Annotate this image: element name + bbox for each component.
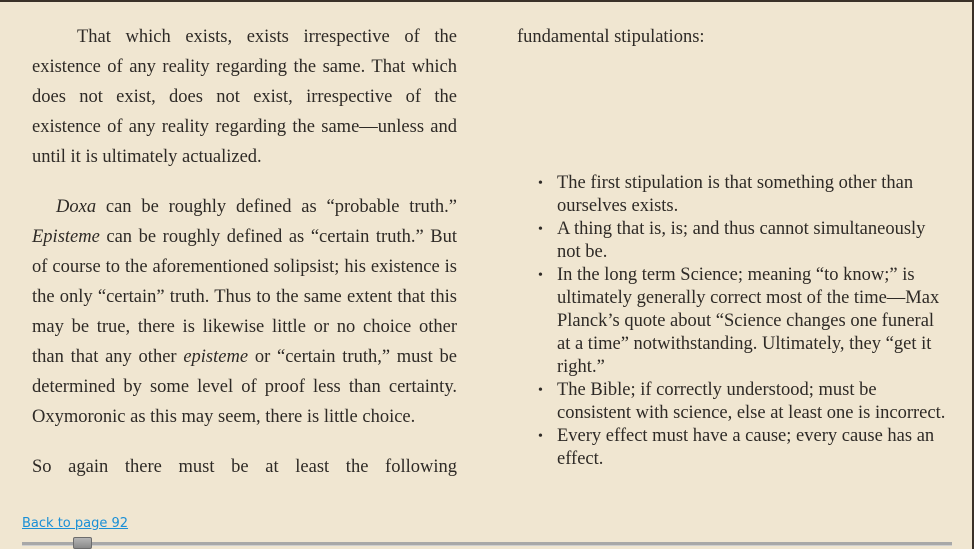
list-item <box>538 264 949 379</box>
left-column <box>32 22 457 482</box>
paragraph-1: That which exists, exists irrespective of the existence of any reality regarding the same. That which does not exist, does not exist, irrespective of the existence of any reality regarding the same—unless and until it is ultimately actualized. <box>32 27 457 167</box>
bullet-icon: • <box>538 222 543 237</box>
list-item-text: Every effect must have a cause; every cause has an effect. <box>557 426 935 469</box>
back-to-page-link[interactable]: Back to page 92 <box>22 516 129 531</box>
stipulations-lead: fundamental stipulations: <box>517 27 705 47</box>
episteme-term: Episteme <box>32 227 100 247</box>
list-item-text: The first stipulation is that something other than ourselves exists. <box>557 173 914 216</box>
list-item-text: In the long term Science; meaning “to know;” is ultimately generally correct most of the time—Max Planck’s quote about “Science changes one funeral at a time” notwithstanding. Ultimately, they “get it right.” <box>557 265 940 377</box>
episteme-term-2: episteme <box>183 347 249 367</box>
list-item <box>538 218 949 264</box>
list-item <box>538 425 949 471</box>
doxa-term: Doxa <box>56 197 97 217</box>
slider-thumb[interactable] <box>73 537 92 549</box>
right-column <box>517 22 947 469</box>
bullet-icon: • <box>538 268 543 283</box>
list-item <box>538 172 949 218</box>
list-item-text: A thing that is, is; and thus cannot simultaneously not be. <box>557 219 926 262</box>
doxa-definition: can be roughly defined as “probable truth.” <box>96 197 457 217</box>
bullet-icon: • <box>538 383 543 398</box>
list-item <box>538 379 949 425</box>
list-item-text: The Bible; if correctly understood; must be consistent with science, else at least one is incorrect. <box>557 380 946 423</box>
stipulations-list <box>538 172 949 471</box>
bullet-icon: • <box>538 429 543 444</box>
page-progress-slider[interactable] <box>22 542 952 546</box>
episteme-definition: can be roughly defined as “certain truth.” But of course to the aforementioned solipsist; his existence is the only “certain” truth. Thus to the same extent that this may be true, there is likewise little or no choice other than that any other <box>32 227 457 367</box>
paragraph-3: So again there must be at least the following <box>32 457 457 477</box>
paragraph-2 <box>32 192 457 432</box>
bullet-icon: • <box>538 176 543 191</box>
paragraph-2-tail: or “certain truth,” must be determined by some level of proof less than certainty. Oxymoronic as this may seem, there is little choice. <box>32 347 457 427</box>
